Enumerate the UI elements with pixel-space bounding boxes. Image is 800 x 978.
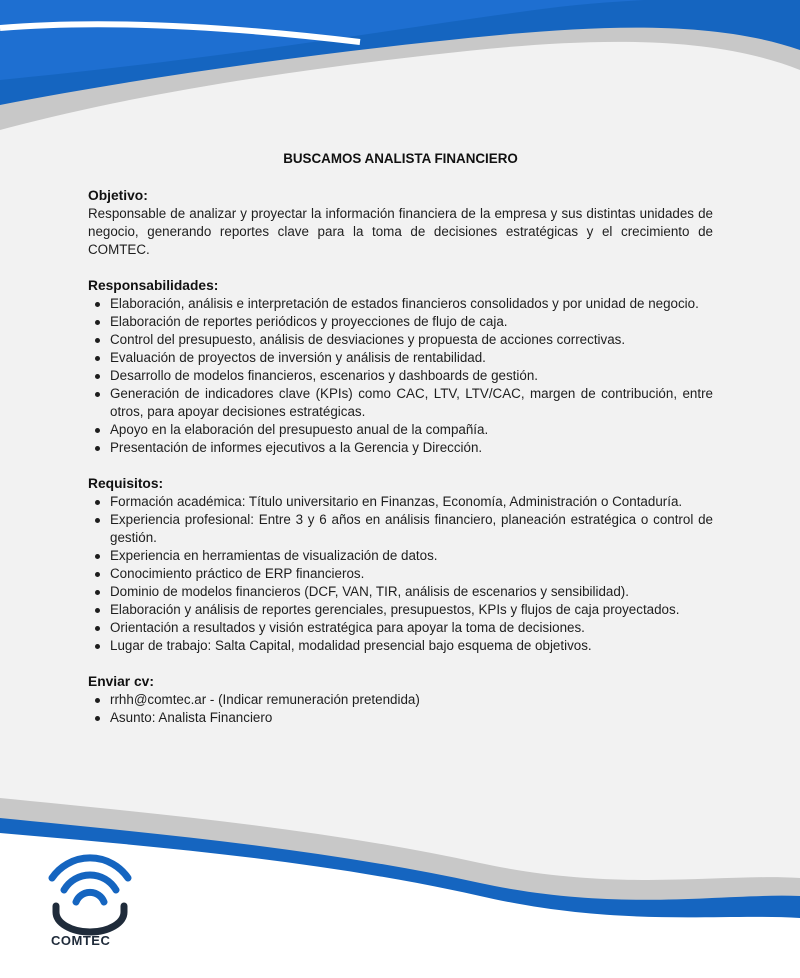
list-item: Desarrollo de modelos financieros, escenarios y dashboards de gestión. xyxy=(110,367,713,385)
objetivo-section xyxy=(88,187,713,259)
list-item: Elaboración, análisis e interpretación de estados financieros consolidados y por unidad de negocio. xyxy=(110,295,713,313)
list-item: Control del presupuesto, análisis de desviaciones y propuesta de acciones correctivas. xyxy=(110,331,713,349)
list-item: Apoyo en la elaboración del presupuesto anual de la compañía. xyxy=(110,421,713,439)
list-item: Lugar de trabajo: Salta Capital, modalidad presencial bajo esquema de objetivos. xyxy=(110,637,713,655)
list-item: Elaboración y análisis de reportes gerenciales, presupuestos, KPIs y flujos de caja proyectados. xyxy=(110,601,713,619)
enviar-list xyxy=(88,691,713,727)
header-wave-decoration xyxy=(0,0,800,140)
list-item: Generación de indicadores clave (KPIs) como CAC, LTV, LTV/CAC, margen de contribución, entre otros, para apoyar decisiones estratégicas. xyxy=(110,386,713,419)
objetivo-heading: Objetivo: xyxy=(88,188,148,203)
list-item: Elaboración de reportes periódicos y proyecciones de flujo de caja. xyxy=(110,313,713,331)
requisitos-heading: Requisitos: xyxy=(88,476,164,491)
list-item: Experiencia profesional: Entre 3 y 6 años en análisis financiero, planeación estratégica o control de gestión. xyxy=(110,512,713,545)
list-item: Presentación de informes ejecutivos a la Gerencia y Dirección. xyxy=(110,439,713,457)
objetivo-text: Responsable de analizar y proyectar la información financiera de la empresa y sus distintas unidades de negocio, generando reportes clave para la toma de decisiones estratégicas y el crecimiento de COMTEC. xyxy=(88,206,713,257)
page-title: BUSCAMOS ANALISTA FINANCIERO xyxy=(283,151,518,166)
enviar-heading: Enviar cv: xyxy=(88,674,154,689)
list-item: Formación académica: Título universitario en Finanzas, Economía, Administración o Contaduría. xyxy=(110,493,713,511)
logo-text: COMTEC xyxy=(51,933,111,948)
list-item: Orientación a resultados y visión estratégica para apoyar la toma de decisiones. xyxy=(110,619,713,637)
list-item: Experiencia en herramientas de visualización de datos. xyxy=(110,547,713,565)
list-item: Conocimiento práctico de ERP financieros. xyxy=(110,565,713,583)
contact-email[interactable]: rrhh@comtec.ar - (Indicar remuneración pretendida) xyxy=(110,691,713,709)
responsabilidades-list xyxy=(88,295,713,457)
list-item: Asunto: Analista Financiero xyxy=(110,709,713,727)
responsabilidades-section xyxy=(88,277,713,457)
enviar-section xyxy=(88,673,713,727)
responsabilidades-heading: Responsabilidades: xyxy=(88,278,219,293)
requisitos-list xyxy=(88,493,713,655)
requisitos-section xyxy=(88,475,713,655)
list-item: Dominio de modelos financieros (DCF, VAN, TIR, análisis de escenarios y sensibilidad). xyxy=(110,583,713,601)
list-item: Evaluación de proyectos de inversión y análisis de rentabilidad. xyxy=(110,349,713,367)
job-posting xyxy=(88,150,713,745)
